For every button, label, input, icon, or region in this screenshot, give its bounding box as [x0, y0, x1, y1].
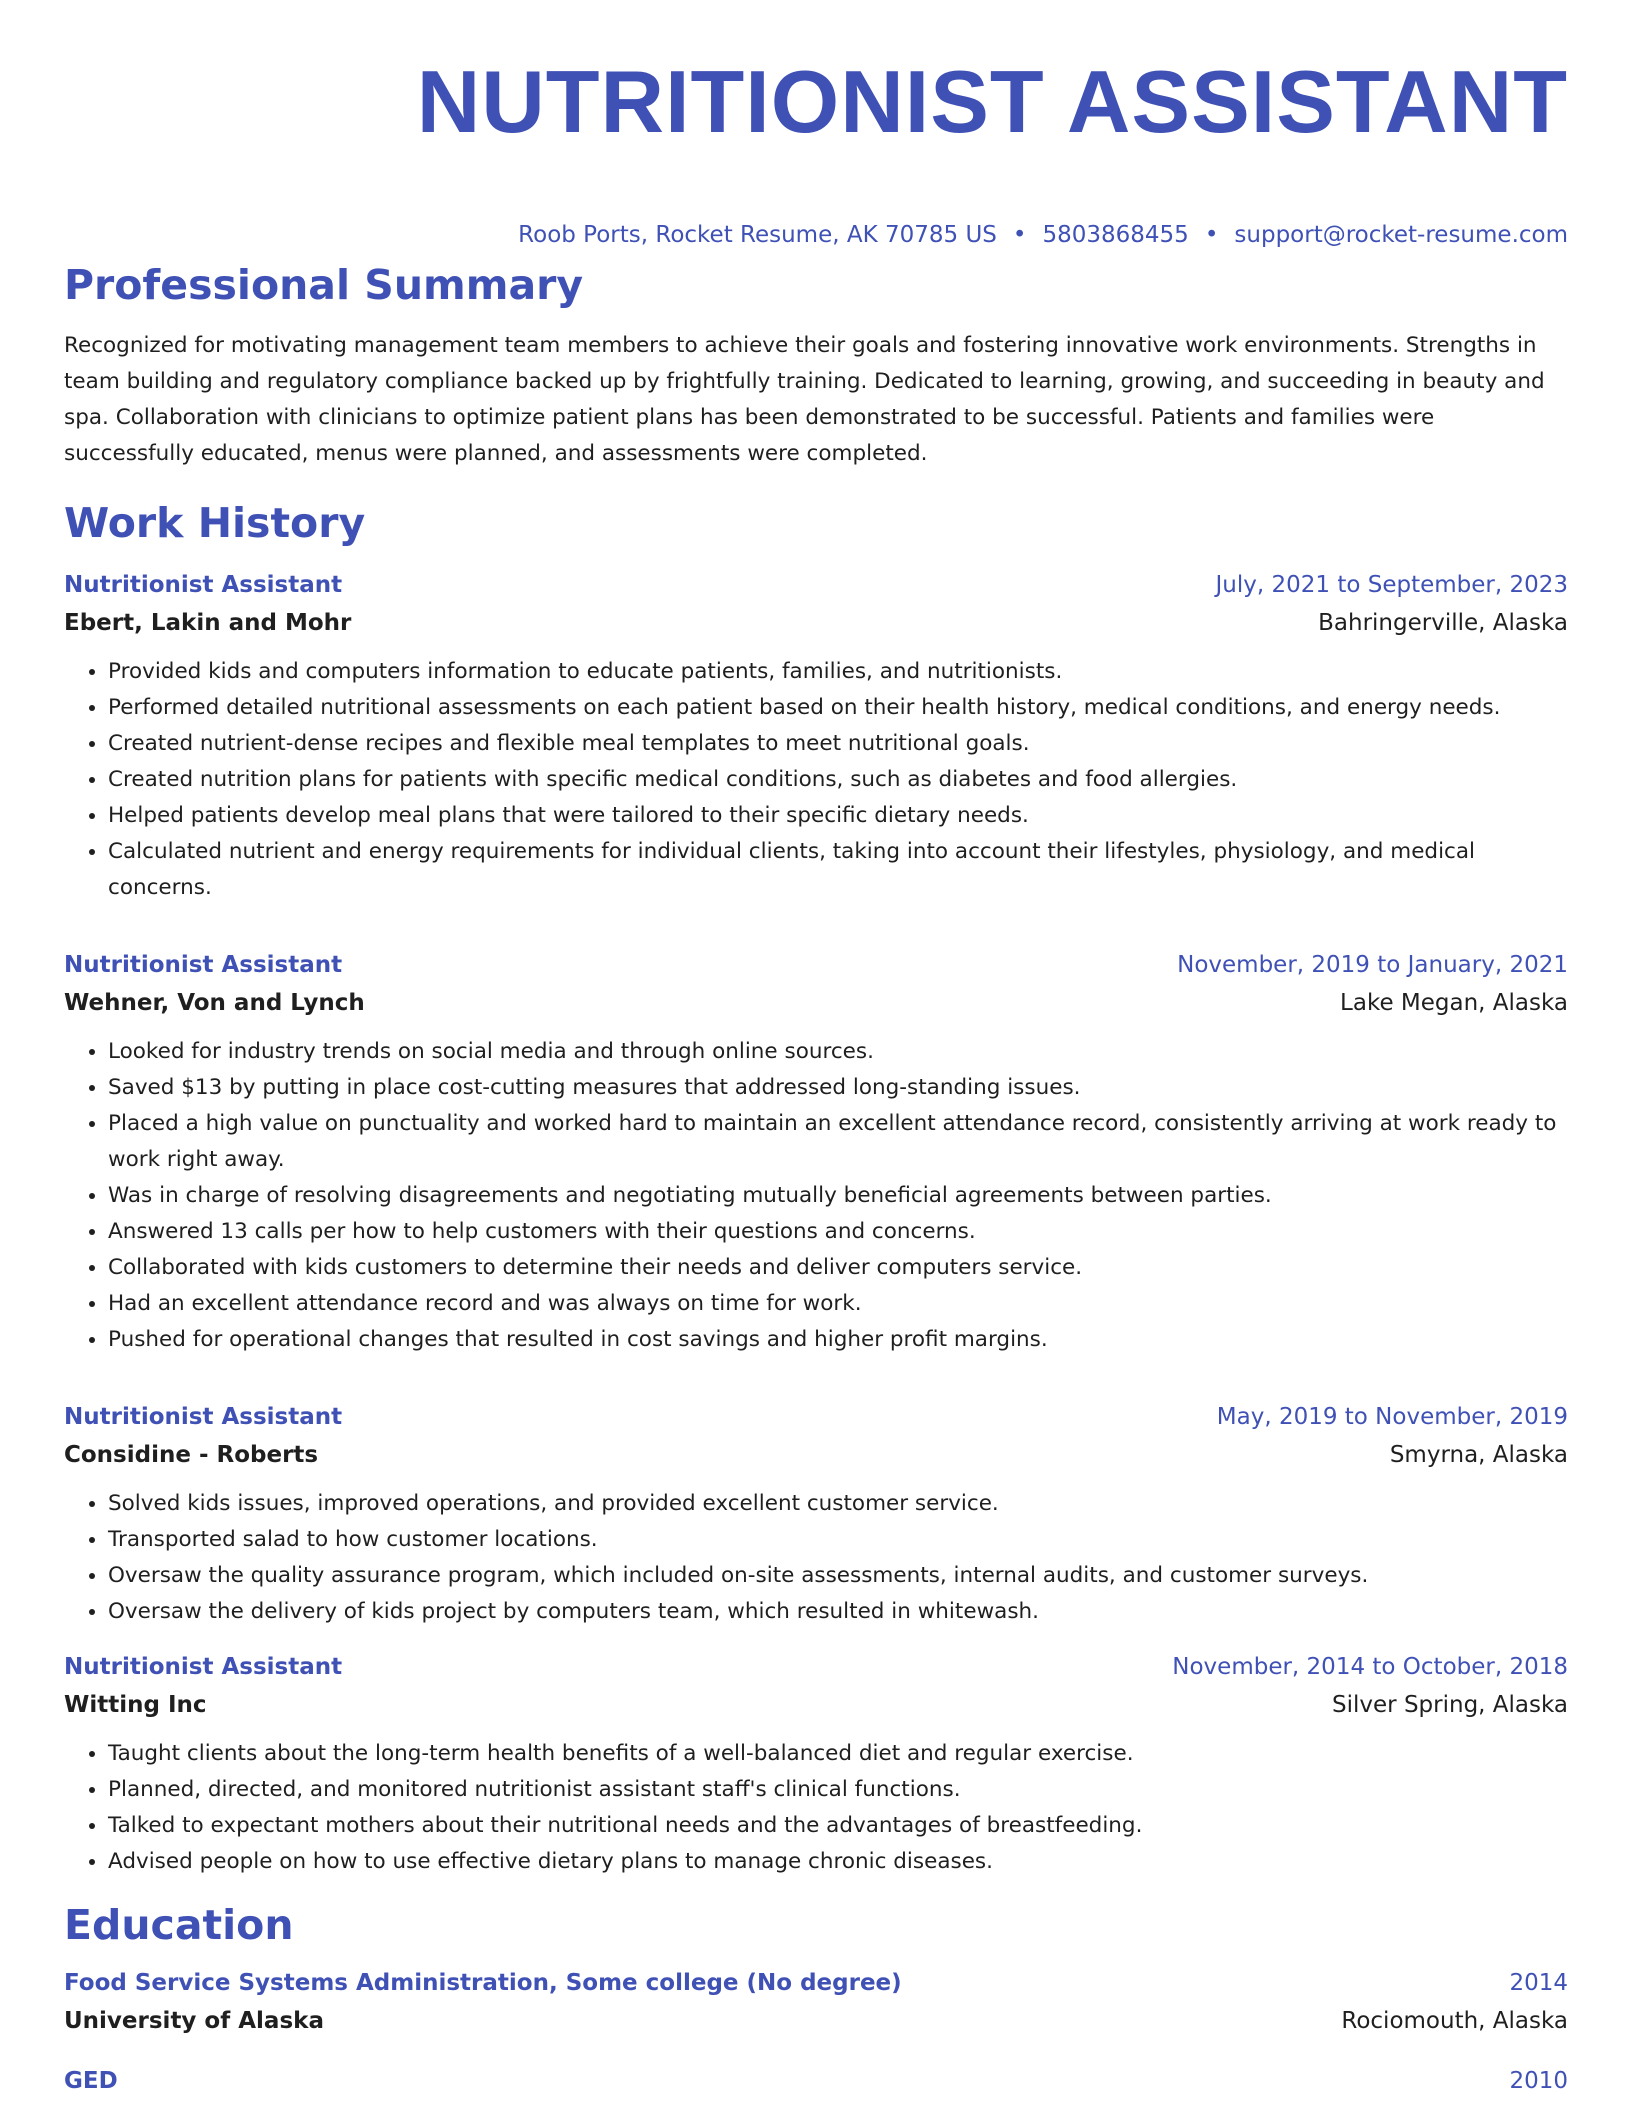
job-entry: [64, 1398, 1568, 1630]
bullet-item: • Talked to expectant mothers about their nutritional needs and the advantages of breastfeeding.: [108, 1808, 1568, 1844]
resume-body: [64, 260, 1568, 2100]
candidate-title: NUTRITIONIST ASSISTANT: [416, 52, 1568, 151]
bullet-item: • Pushed for operational changes that resulted in cost savings and higher profit margins.: [108, 1322, 1568, 1358]
bullet-item: • Oversaw the delivery of kids project by computers team, which resulted in whitewash.: [108, 1594, 1568, 1630]
bullet-item: • Taught clients about the long-term health benefits of a well-balanced diet and regular exercise.: [108, 1736, 1568, 1772]
job-dates: May, 2019 to November, 2019: [1216, 1404, 1568, 1430]
bullet-item: • Placed a high value on punctuality and worked hard to maintain an excellent attendance record, consistently arriving at work ready to work right away.: [108, 1106, 1568, 1178]
bullet-item: • Advised people on how to use effective dietary plans to manage chronic diseases.: [108, 1844, 1568, 1880]
contact-address: Roob Ports, Rocket Resume, AK 70785 US: [518, 222, 997, 248]
job-company: Wehner, Von and Lynch: [64, 990, 365, 1016]
section-title-work: Work History: [64, 499, 366, 547]
bullet-item: • Planned, directed, and monitored nutritionist assistant staff's clinical functions.: [108, 1772, 1568, 1808]
section-title-summary: Professional Summary: [64, 261, 584, 309]
contact-separator: •: [1204, 222, 1219, 248]
education-entry: [64, 2062, 1568, 2100]
education-school: University of Alaska: [64, 2008, 324, 2034]
bullet-item: • Transported salad to how customer locations.: [108, 1522, 1568, 1558]
education-year: 2014: [1509, 1970, 1568, 1996]
education-degree: Food Service Systems Administration, Some college (No degree): [64, 1970, 902, 1996]
bullet-item: • Calculated nutrient and energy requirements for individual clients, taking into account their lifestyles, physiology, and medical concerns.: [108, 834, 1568, 906]
job-role: Nutritionist Assistant: [64, 1654, 343, 1680]
contact-email: support@rocket-resume.com: [1234, 222, 1568, 248]
bullet-item: • Answered 13 calls per how to help customers with their questions and concerns.: [108, 1214, 1568, 1250]
contact-phone: 5803868455: [1042, 222, 1189, 248]
job-bullets: [64, 654, 1568, 906]
education-year: 2010: [1509, 2068, 1568, 2094]
section-title-education: Education: [64, 1901, 294, 1949]
bullet-item: • Created nutrient-dense recipes and flexible meal templates to meet nutritional goals.: [108, 726, 1568, 762]
job-dates: November, 2019 to January, 2021: [1177, 952, 1568, 978]
job-entry: [64, 1648, 1568, 1880]
bullet-item: • Looked for industry trends on social media and through online sources.: [108, 1034, 1568, 1070]
education-degree: GED: [64, 2068, 118, 2094]
job-location: Lake Megan, Alaska: [1340, 990, 1568, 1016]
contact-separator: •: [1012, 222, 1027, 248]
job-location: Smyrna, Alaska: [1389, 1442, 1568, 1468]
job-location: Bahringerville, Alaska: [1318, 610, 1568, 636]
job-company: Considine - Roberts: [64, 1442, 319, 1468]
job-entry: [64, 946, 1568, 1358]
job-dates: July, 2021 to September, 2023: [1215, 572, 1568, 598]
bullet-item: • Saved $13 by putting in place cost-cutting measures that addressed long-standing issues.: [108, 1070, 1568, 1106]
bullet-item: • Performed detailed nutritional assessments on each patient based on their health history, medical conditions, and energy needs.: [108, 690, 1568, 726]
bullet-item: • Provided kids and computers information to educate patients, families, and nutritionists.: [108, 654, 1568, 690]
bullet-item: • Oversaw the quality assurance program, which included on-site assessments, internal audits, and customer surveys.: [108, 1558, 1568, 1594]
bullet-item: • Solved kids issues, improved operations, and provided excellent customer service.: [108, 1486, 1568, 1522]
education-location: Rociomouth, Alaska: [1341, 2008, 1568, 2034]
bullet-item: • Collaborated with kids customers to determine their needs and deliver computers service.: [108, 1250, 1568, 1286]
job-company: Witting Inc: [64, 1692, 207, 1718]
contact-line: [64, 220, 1568, 250]
job-role: Nutritionist Assistant: [64, 1404, 343, 1430]
bullet-item: • Created nutrition plans for patients with specific medical conditions, such as diabetes and food allergies.: [108, 762, 1568, 798]
job-role: Nutritionist Assistant: [64, 572, 343, 598]
bullet-item: • Had an excellent attendance record and was always on time for work.: [108, 1286, 1568, 1322]
job-role: Nutritionist Assistant: [64, 952, 343, 978]
job-dates: November, 2014 to October, 2018: [1172, 1654, 1568, 1680]
job-company: Ebert, Lakin and Mohr: [64, 610, 352, 636]
job-bullets: [64, 1486, 1568, 1630]
education-entry: [64, 1964, 1568, 2040]
job-location: Silver Spring, Alaska: [1332, 1692, 1568, 1718]
summary-text: Recognized for motivating management team members to achieve their goals and fostering innovative work environments. Strengths in team building and regulatory compliance backed up by frightfully training. Dedicated to learning, growing, and succeeding in beauty and spa. Collaboration with clinicians to optimize patient plans has been demonstrated to be successful. Patients and families were successfully educated, menus were planned, and assessments were completed.: [64, 333, 1545, 466]
bullet-item: • Helped patients develop meal plans that were tailored to their specific dietary needs.: [108, 798, 1568, 834]
job-bullets: [64, 1736, 1568, 1880]
bullet-item: • Was in charge of resolving disagreements and negotiating mutually beneficial agreements between parties.: [108, 1178, 1568, 1214]
job-bullets: [64, 1034, 1568, 1358]
resume-header: [64, 52, 1568, 250]
job-entry: [64, 566, 1568, 906]
